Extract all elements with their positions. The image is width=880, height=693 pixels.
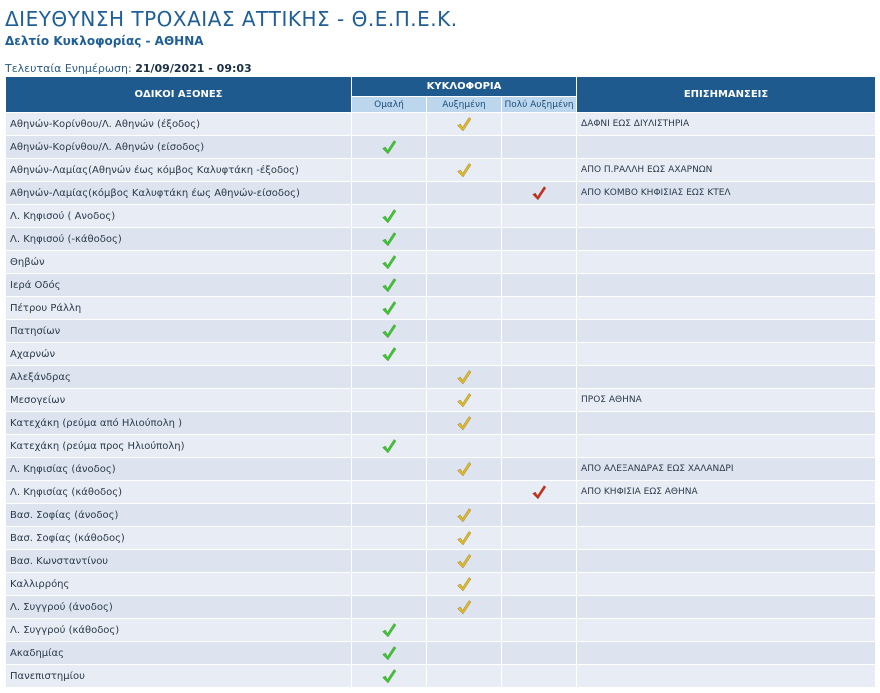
note-text: ΑΠΟ ΑΛΕΞΑΝΔΡΑΣ ΕΩΣ ΧΑΛΑΝΔΡΙ — [577, 458, 876, 481]
checkmark-icon — [456, 116, 472, 132]
traffic-cell-level-increased — [427, 550, 502, 573]
checkmark-icon — [381, 208, 397, 224]
road-axis-name: Ιερά Οδός — [6, 274, 352, 297]
note-text: ΑΠΟ ΚΟΜΒΟ ΚΗΦΙΣΙΑΣ ΕΩΣ ΚΤΕΛ — [577, 182, 876, 205]
checkmark-icon — [531, 484, 547, 500]
road-axis-name: Θηβών — [6, 251, 352, 274]
traffic-cell-level-normal — [352, 619, 427, 642]
table-row — [6, 389, 876, 412]
table-row — [6, 274, 876, 297]
traffic-cell-level-increased — [427, 389, 502, 412]
checkmark-icon — [381, 231, 397, 247]
table-row — [6, 665, 876, 688]
checkmark-icon — [381, 346, 397, 362]
note-text — [577, 642, 876, 665]
traffic-cell-level-normal — [352, 274, 427, 297]
traffic-cell-level-increased — [427, 366, 502, 389]
traffic-cell-level-very-increased — [502, 481, 577, 504]
checkmark-icon — [456, 162, 472, 178]
traffic-cell-level-very-increased — [502, 389, 577, 412]
traffic-cell-level-increased — [427, 182, 502, 205]
note-text — [577, 412, 876, 435]
checkmark-icon — [381, 645, 397, 661]
traffic-cell-level-normal — [352, 366, 427, 389]
checkmark-icon — [381, 323, 397, 339]
road-axis-name: Λ. Κηφισού ( Ανοδος) — [6, 205, 352, 228]
traffic-cell-level-increased — [427, 527, 502, 550]
note-text — [577, 297, 876, 320]
traffic-cell-level-normal — [352, 205, 427, 228]
note-text — [577, 527, 876, 550]
traffic-cell-level-increased — [427, 642, 502, 665]
traffic-cell-level-very-increased — [502, 320, 577, 343]
traffic-cell-level-normal — [352, 297, 427, 320]
traffic-cell-level-normal — [352, 481, 427, 504]
traffic-cell-level-increased — [427, 619, 502, 642]
note-text — [577, 435, 876, 458]
header-notes: ΕΠΙΣΗΜΑΝΣΕΙΣ — [577, 77, 876, 113]
traffic-cell-level-very-increased — [502, 573, 577, 596]
table-row — [6, 251, 876, 274]
table-row — [6, 297, 876, 320]
checkmark-icon — [381, 668, 397, 684]
last-update — [5, 62, 252, 75]
road-axis-name: Κατεχάκη (ρεύμα από Ηλιούπολη ) — [6, 412, 352, 435]
table-row — [6, 527, 876, 550]
traffic-cell-level-normal — [352, 251, 427, 274]
traffic-cell-level-increased — [427, 343, 502, 366]
traffic-cell-level-normal — [352, 182, 427, 205]
checkmark-icon — [456, 599, 472, 615]
traffic-cell-level-normal — [352, 412, 427, 435]
traffic-cell-level-increased — [427, 596, 502, 619]
traffic-cell-level-very-increased — [502, 136, 577, 159]
table-row — [6, 550, 876, 573]
traffic-cell-level-normal — [352, 504, 427, 527]
checkmark-icon — [381, 622, 397, 638]
note-text: ΔΑΦΝΙ ΕΩΣ ΔΙΥΛΙΣΤΗΡΙΑ — [577, 113, 876, 136]
table-row — [6, 320, 876, 343]
header-level-very-increased: Πολύ Αυξημένη — [502, 97, 577, 113]
checkmark-icon — [381, 277, 397, 293]
traffic-cell-level-normal — [352, 527, 427, 550]
traffic-cell-level-normal — [352, 435, 427, 458]
traffic-cell-level-very-increased — [502, 343, 577, 366]
checkmark-icon — [456, 415, 472, 431]
traffic-cell-level-very-increased — [502, 458, 577, 481]
note-text — [577, 274, 876, 297]
header-level-normal: Ομαλή — [352, 97, 427, 113]
note-text — [577, 320, 876, 343]
traffic-cell-level-very-increased — [502, 642, 577, 665]
road-axis-name: Λ. Κηφισίας (κάθοδος) — [6, 481, 352, 504]
traffic-cell-level-increased — [427, 274, 502, 297]
table-row — [6, 205, 876, 228]
note-text — [577, 550, 876, 573]
traffic-cell-level-normal — [352, 550, 427, 573]
road-axis-name: Αλεξάνδρας — [6, 366, 352, 389]
table-row — [6, 504, 876, 527]
road-axis-name: Πατησίων — [6, 320, 352, 343]
last-update-label: Τελευταία Ενημέρωση: — [5, 62, 132, 75]
page-subtitle: Δελτίο Κυκλοφορίας - ΑΘΗΝΑ — [5, 34, 204, 48]
traffic-table — [5, 76, 876, 688]
note-text — [577, 366, 876, 389]
traffic-cell-level-very-increased — [502, 205, 577, 228]
traffic-cell-level-increased — [427, 205, 502, 228]
road-axis-name: Βασ. Κωνσταντίνου — [6, 550, 352, 573]
checkmark-icon — [456, 530, 472, 546]
traffic-cell-level-increased — [427, 504, 502, 527]
traffic-cell-level-very-increased — [502, 274, 577, 297]
road-axis-name: Λ. Κηφισού (-κάθοδος) — [6, 228, 352, 251]
checkmark-icon — [531, 185, 547, 201]
traffic-cell-level-increased — [427, 481, 502, 504]
checkmark-icon — [381, 254, 397, 270]
table-row — [6, 182, 876, 205]
traffic-cell-level-normal — [352, 228, 427, 251]
table-row — [6, 113, 876, 136]
note-text — [577, 228, 876, 251]
road-axis-name: Λ. Κηφισίας (άνοδος) — [6, 458, 352, 481]
table-row — [6, 343, 876, 366]
traffic-cell-level-normal — [352, 136, 427, 159]
road-axis-name: Βασ. Σοφίας (άνοδος) — [6, 504, 352, 527]
header-level-increased: Αυξημένη — [427, 97, 502, 113]
checkmark-icon — [456, 461, 472, 477]
note-text — [577, 619, 876, 642]
note-text: ΠΡΟΣ ΑΘΗΝΑ — [577, 389, 876, 412]
traffic-cell-level-normal — [352, 596, 427, 619]
note-text — [577, 573, 876, 596]
traffic-cell-level-normal — [352, 343, 427, 366]
note-text — [577, 596, 876, 619]
traffic-cell-level-increased — [427, 435, 502, 458]
checkmark-icon — [456, 507, 472, 523]
road-axis-name: Λ. Συγγρού (άνοδος) — [6, 596, 352, 619]
traffic-cell-level-very-increased — [502, 182, 577, 205]
note-text — [577, 205, 876, 228]
traffic-cell-level-very-increased — [502, 228, 577, 251]
table-row — [6, 159, 876, 182]
table-row — [6, 596, 876, 619]
traffic-cell-level-increased — [427, 159, 502, 182]
checkmark-icon — [381, 300, 397, 316]
road-axis-name: Βασ. Σοφίας (κάθοδος) — [6, 527, 352, 550]
note-text — [577, 504, 876, 527]
traffic-cell-level-increased — [427, 320, 502, 343]
traffic-cell-level-very-increased — [502, 297, 577, 320]
traffic-cell-level-very-increased — [502, 596, 577, 619]
note-text: ΑΠΟ Π.ΡΑΛΛΗ ΕΩΣ ΑΧΑΡΝΩΝ — [577, 159, 876, 182]
road-axis-name: Λ. Συγγρού (κάθοδος) — [6, 619, 352, 642]
traffic-cell-level-very-increased — [502, 550, 577, 573]
table-row — [6, 136, 876, 159]
traffic-cell-level-very-increased — [502, 527, 577, 550]
traffic-cell-level-increased — [427, 573, 502, 596]
checkmark-icon — [456, 576, 472, 592]
traffic-cell-level-increased — [427, 297, 502, 320]
traffic-cell-level-increased — [427, 251, 502, 274]
table-row — [6, 228, 876, 251]
page-title: ΔΙΕΥΘΥΝΣΗ ΤΡΟΧΑΙΑΣ ΑΤΤΙΚΗΣ - Θ.Ε.Π.Ε.Κ. — [5, 7, 458, 31]
note-text — [577, 343, 876, 366]
road-axis-name: Μεσογείων — [6, 389, 352, 412]
traffic-cell-level-very-increased — [502, 412, 577, 435]
road-axis-name: Αθηνών-Κορίνθου/Λ. Αθηνών (έξοδος) — [6, 113, 352, 136]
last-update-value: 21/09/2021 - 09:03 — [135, 62, 252, 75]
traffic-cell-level-normal — [352, 573, 427, 596]
table-row — [6, 619, 876, 642]
traffic-cell-level-very-increased — [502, 113, 577, 136]
road-axis-name: Αθηνών-Κορίνθου/Λ. Αθηνών (είσοδος) — [6, 136, 352, 159]
traffic-cell-level-very-increased — [502, 619, 577, 642]
checkmark-icon — [456, 553, 472, 569]
traffic-cell-level-very-increased — [502, 159, 577, 182]
checkmark-icon — [456, 369, 472, 385]
traffic-cell-level-increased — [427, 228, 502, 251]
note-text — [577, 665, 876, 688]
traffic-cell-level-normal — [352, 113, 427, 136]
road-axis-name: Πέτρου Ράλλη — [6, 297, 352, 320]
table-row — [6, 458, 876, 481]
traffic-cell-level-normal — [352, 458, 427, 481]
traffic-cell-level-very-increased — [502, 366, 577, 389]
table-row — [6, 412, 876, 435]
road-axis-name: Αχαρνών — [6, 343, 352, 366]
traffic-cell-level-increased — [427, 458, 502, 481]
table-row — [6, 435, 876, 458]
header-traffic: ΚΥΚΛΟΦΟΡΙΑ — [352, 77, 577, 97]
traffic-cell-level-increased — [427, 113, 502, 136]
road-axis-name: Πανεπιστημίου — [6, 665, 352, 688]
note-text — [577, 251, 876, 274]
road-axis-name: Αθηνών-Λαμίας(Αθηνών έως κόμβος Καλυφτάκη -έξοδος) — [6, 159, 352, 182]
road-axis-name: Ακαδημίας — [6, 642, 352, 665]
checkmark-icon — [381, 139, 397, 155]
traffic-cell-level-normal — [352, 320, 427, 343]
traffic-cell-level-normal — [352, 665, 427, 688]
checkmark-icon — [456, 392, 472, 408]
traffic-cell-level-normal — [352, 159, 427, 182]
header-axes: ΟΔΙΚΟΙ ΑΞΟΝΕΣ — [6, 77, 352, 113]
traffic-cell-level-increased — [427, 136, 502, 159]
traffic-cell-level-very-increased — [502, 665, 577, 688]
road-axis-name: Κατεχάκη (ρεύμα προς Ηλιούπολη) — [6, 435, 352, 458]
note-text — [577, 136, 876, 159]
road-axis-name: Αθηνών-Λαμίας(κόμβος Καλυφτάκη έως Αθηνών-είσοδος) — [6, 182, 352, 205]
checkmark-icon — [381, 438, 397, 454]
road-axis-name: Καλλιρρόης — [6, 573, 352, 596]
table-row — [6, 642, 876, 665]
traffic-cell-level-very-increased — [502, 251, 577, 274]
traffic-cell-level-very-increased — [502, 504, 577, 527]
traffic-cell-level-increased — [427, 665, 502, 688]
table-row — [6, 573, 876, 596]
traffic-cell-level-increased — [427, 412, 502, 435]
table-row — [6, 366, 876, 389]
traffic-cell-level-normal — [352, 642, 427, 665]
note-text: ΑΠΟ ΚΗΦΙΣΙΑ ΕΩΣ ΑΘΗΝΑ — [577, 481, 876, 504]
traffic-cell-level-very-increased — [502, 435, 577, 458]
table-row — [6, 481, 876, 504]
traffic-cell-level-normal — [352, 389, 427, 412]
